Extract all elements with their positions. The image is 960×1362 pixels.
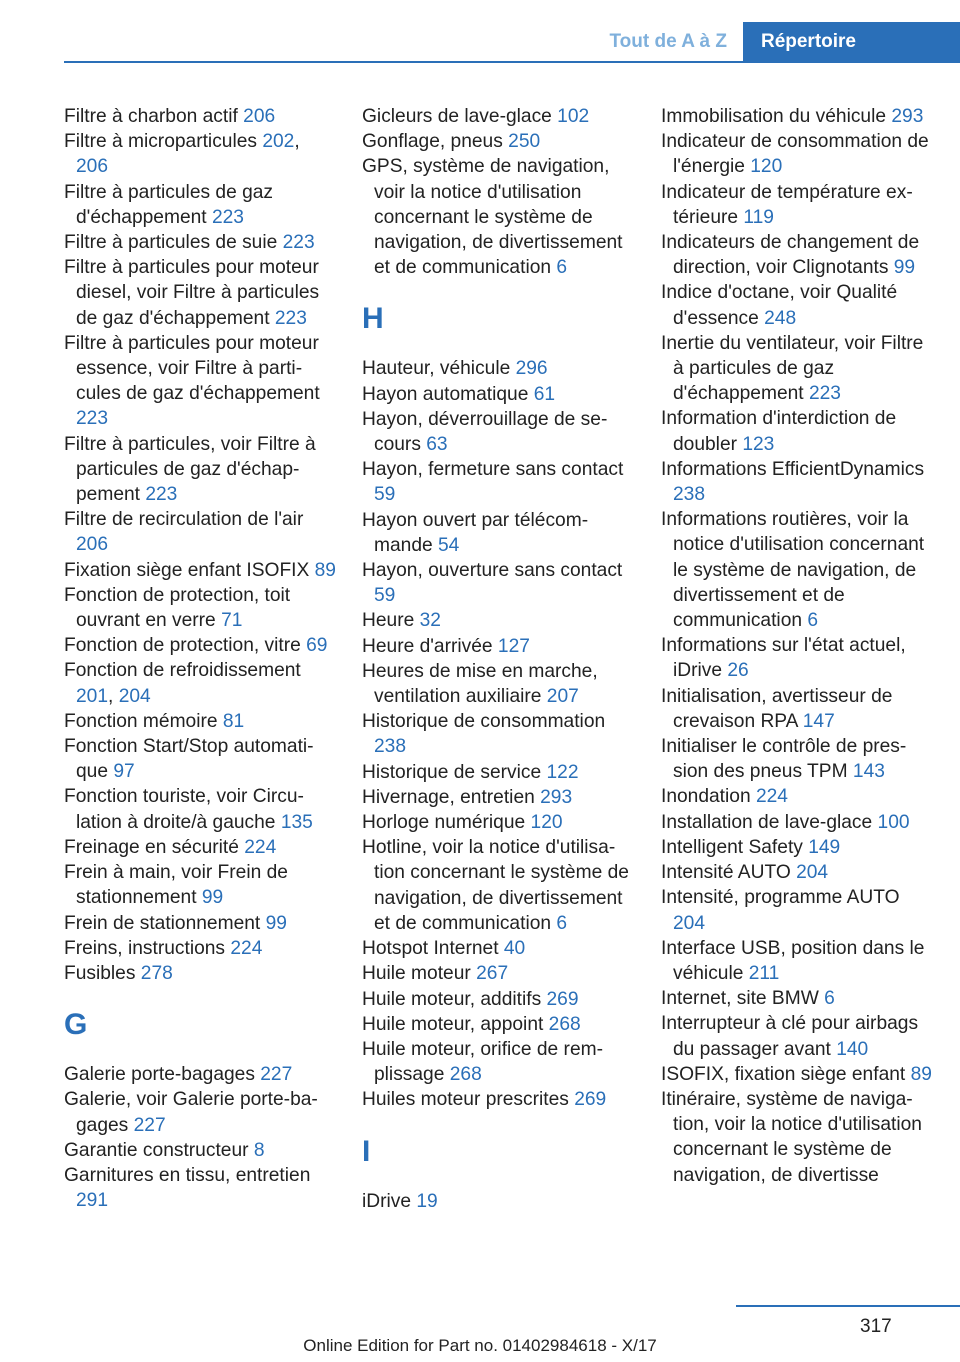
index-entry-text: Fonction de refroidissement — [64, 660, 301, 682]
page-reference-link[interactable]: 54 — [438, 534, 460, 556]
index-entry-text: Frein à main, voir Frein de stationnement — [64, 862, 288, 909]
index-entry — [661, 104, 933, 129]
index-entry-text: Horloge numérique — [362, 812, 531, 834]
section-tab: Tout de A à Z — [609, 31, 727, 52]
page-reference-link[interactable]: 204 — [118, 685, 151, 707]
page-reference-link[interactable]: 206 — [76, 156, 109, 178]
page-reference-link[interactable]: 100 — [877, 811, 910, 833]
index-entry — [362, 760, 634, 785]
index-entry — [64, 860, 336, 910]
index-entry — [661, 406, 933, 456]
index-entry — [64, 558, 336, 583]
index-entry-text: Galerie porte-bagages — [64, 1064, 261, 1086]
page-reference-link[interactable]: 201 — [76, 685, 109, 707]
page-reference-link[interactable]: 102 — [557, 106, 590, 127]
index-entry-text: Filtre à particules pour moteur essence, voir Filtre à particules de gaz d'échappement — [64, 332, 320, 405]
index-entry — [362, 382, 634, 407]
index-entry-text: Filtre à microparticules — [64, 131, 263, 153]
page-reference-link[interactable]: 278 — [140, 962, 173, 984]
index-entry — [362, 104, 634, 129]
page-reference-link[interactable]: 250 — [508, 131, 541, 153]
index-entry-text: Inondation — [661, 786, 756, 808]
page-reference-link[interactable]: 61 — [533, 383, 556, 405]
page-reference-link[interactable]: 6 — [556, 257, 568, 279]
header-rule — [64, 61, 960, 63]
index-entry-text: Intensité, programme AUTO — [661, 887, 900, 909]
page-reference-link[interactable]: 89 — [314, 559, 336, 581]
page-reference-link[interactable]: 268 — [548, 1013, 581, 1035]
index-column-2 — [362, 104, 634, 1214]
index-entry-text: Informations EfficientDynamics — [661, 458, 925, 480]
index-entry-text: Internet, site BMW — [661, 988, 825, 1010]
index-entry — [64, 1163, 336, 1213]
page-reference-link[interactable]: 6 — [807, 610, 819, 632]
page-reference-link[interactable]: 59 — [374, 484, 396, 506]
index-entry — [661, 331, 933, 407]
index-entry-text: iDrive — [362, 1190, 417, 1212]
index-entry — [362, 1037, 634, 1087]
index-entry-text: Freins, instructions — [64, 937, 231, 959]
index-entry — [362, 407, 634, 457]
index-entry — [661, 860, 933, 885]
page-reference-link[interactable]: 69 — [306, 635, 328, 657]
page-reference-link[interactable]: 81 — [222, 710, 245, 732]
page-reference-link[interactable]: 204 — [796, 862, 829, 884]
page-reference-link[interactable]: 63 — [426, 434, 448, 456]
index-entry — [64, 1062, 336, 1087]
page-reference-link[interactable]: 223 — [76, 408, 109, 430]
index-entry-text: Heure — [362, 610, 420, 632]
index-entry — [64, 255, 336, 331]
index-entry-text: Fonction Start/Stop automatique — [64, 736, 314, 783]
index-entry-text: Filtre à particules de gaz d'échappement — [64, 181, 274, 228]
index-entry-text: Indicateur de consommation de l'énergie — [661, 131, 929, 178]
index-entry — [661, 280, 933, 330]
index-entry — [362, 810, 634, 835]
index-entry-text: Garantie constructeur — [64, 1139, 254, 1161]
index-letter-heading: G — [64, 1008, 88, 1042]
index-entry — [64, 936, 336, 961]
index-entry-text: Indicateurs de changement de direction, voir Clignotants — [661, 232, 920, 279]
page-reference-link[interactable]: 227 — [133, 1114, 166, 1136]
page-reference-link[interactable]: 248 — [764, 307, 797, 329]
index-entry-text: Immobilisation du véhicule — [661, 106, 892, 127]
page-reference-link[interactable]: 147 — [802, 710, 835, 732]
index-entry — [362, 659, 634, 709]
page-reference-link[interactable]: 207 — [546, 686, 579, 708]
page-reference-link[interactable]: 8 — [253, 1139, 265, 1161]
index-entry — [362, 356, 634, 381]
index-entry — [362, 936, 634, 961]
footer-rule — [736, 1305, 960, 1307]
page-reference-link[interactable]: 99 — [201, 887, 224, 909]
page-reference-link[interactable]: 123 — [742, 433, 775, 455]
index-entry-text: Fonction touriste, voir Circulation à droite/à gauche — [64, 786, 304, 833]
index-entry-text: Filtre de recirculation de l'air — [64, 509, 304, 531]
index-entry-text: Information d'interdiction de doubler — [661, 408, 897, 455]
index-entry-text: Galerie, voir Galerie porte-bagages — [64, 1089, 318, 1136]
index-entry — [661, 507, 933, 633]
page-reference-link[interactable]: 291 — [76, 1190, 109, 1212]
index-entry: Filtre à microparticules 202, 206 — [64, 131, 300, 178]
index-entry-text: Hayon, déverrouillage de secours — [362, 408, 608, 456]
index-entry-text: Intelligent Safety — [661, 836, 809, 858]
page-reference-link[interactable]: 89 — [910, 1063, 932, 1085]
page-reference-link[interactable]: 135 — [280, 811, 313, 833]
page-reference-link[interactable]: 140 — [836, 1038, 869, 1060]
page-reference-link[interactable]: 224 — [244, 836, 277, 858]
index-entry — [661, 885, 933, 935]
index-entry — [64, 104, 336, 129]
index-entry-text: Fixation siège enfant ISOFIX — [64, 559, 315, 581]
index-entry — [362, 457, 634, 507]
index-entry — [64, 633, 336, 658]
index-entry — [661, 986, 933, 1011]
index-entry — [661, 1087, 933, 1188]
index-entry — [362, 709, 634, 759]
index-entry-text: Garnitures en tissu, entretien — [64, 1164, 311, 1186]
page-reference-link[interactable]: 223 — [211, 206, 244, 228]
index-entry — [661, 835, 933, 860]
page-reference-link[interactable]: 122 — [546, 761, 579, 783]
index-entry-text: Heures de mise en marche, ventilation auxiliaire — [362, 660, 598, 708]
index-entry — [661, 936, 933, 986]
index-entry-text: Hotspot Internet — [362, 938, 504, 960]
page-reference-link[interactable]: 224 — [230, 937, 263, 959]
index-entry — [661, 230, 933, 280]
page-reference-link[interactable]: 223 — [808, 383, 841, 405]
index-entry-text: Installation de lave-glace — [661, 811, 878, 833]
index-entry — [64, 734, 336, 784]
index-entry — [362, 634, 634, 659]
index-entry-text: Inertie du ventilateur, voir Filtre à particules de gaz d'échappement — [661, 332, 924, 405]
index-entry — [362, 608, 634, 633]
page-reference-link[interactable]: 99 — [265, 912, 287, 934]
page-reference-link[interactable]: 269 — [574, 1089, 607, 1111]
index-entry — [64, 961, 336, 986]
index-entry-text: Intensité AUTO — [661, 862, 797, 884]
page-reference-link[interactable]: 120 — [750, 156, 783, 178]
index-entry-text: Huile moteur, appoint — [362, 1013, 549, 1035]
index-entry-text: Interrupteur à clé pour airbags du passager avant — [661, 1013, 919, 1060]
index-entry-text: Historique de consommation — [362, 711, 606, 733]
index-entry — [362, 785, 634, 810]
edition-footer: Online Edition for Part no. 01402984618 - X/17 — [303, 1336, 657, 1355]
index-entry-text: Hayon ouvert par télécommande — [362, 509, 589, 556]
page-number: 317 — [860, 1316, 892, 1337]
page-reference-link[interactable]: 223 — [282, 232, 315, 254]
index-entry-text: Fonction mémoire — [64, 710, 223, 732]
page-reference-link[interactable]: 71 — [221, 610, 243, 632]
index-entry — [661, 180, 933, 230]
page-reference-link[interactable]: 97 — [113, 761, 135, 783]
index-entry — [64, 583, 336, 633]
page-reference-link[interactable]: 6 — [824, 988, 835, 1010]
index-letter-heading: I — [362, 1134, 371, 1168]
index-entry-text: Indicateur de température extérieure — [661, 181, 913, 228]
index-entry-text: Informations sur l'état actuel, iDrive — [661, 635, 906, 682]
index-entry — [661, 734, 933, 784]
page-reference-link[interactable]: 6 — [556, 912, 568, 934]
page-reference-link[interactable]: 238 — [374, 736, 407, 758]
index-entry-text: Initialiser le contrôle de pression des pneus TPM — [661, 736, 907, 783]
index-entry-text: Huile moteur, orifice de remplissage — [362, 1038, 603, 1086]
index-entry — [661, 129, 933, 179]
index-entry — [362, 987, 634, 1012]
page-reference-link[interactable]: 267 — [476, 963, 509, 985]
page-reference-link[interactable]: 59 — [374, 585, 396, 607]
page-reference-link[interactable]: 19 — [416, 1190, 438, 1212]
index-entry — [362, 1087, 634, 1112]
page-reference-link[interactable]: 120 — [530, 812, 563, 834]
page-reference-link[interactable]: 296 — [515, 358, 548, 380]
page-reference-link[interactable]: 143 — [852, 761, 885, 783]
index-entry — [64, 230, 336, 255]
index-entry-text: Informations routières, voir la notice d'utilisation concernant le système de navigation, de divertissement et de communication — [661, 509, 925, 632]
index-entry-text: Fonction de protection, vitre — [64, 635, 307, 657]
index-entry — [362, 1189, 634, 1214]
index-entry — [362, 835, 634, 936]
index-entry-text: Frein de stationnement — [64, 912, 266, 934]
index-entry-text: Huiles moteur prescrites — [362, 1089, 575, 1111]
index-entry — [64, 507, 336, 557]
page-reference-link[interactable]: 223 — [145, 484, 178, 506]
index-entry — [661, 1011, 933, 1061]
page-reference-link[interactable]: 206 — [243, 106, 276, 127]
index-entry-text: Gonflage, pneus — [362, 131, 509, 153]
page-reference-link[interactable]: 99 — [893, 257, 916, 279]
index-entry-text: Historique de service — [362, 761, 547, 783]
index-entry — [64, 1087, 336, 1137]
index-entry-text: Huile moteur, additifs — [362, 988, 547, 1010]
index-entry — [661, 457, 933, 507]
index-entry — [64, 180, 336, 230]
index-entry-text: Huile moteur — [362, 963, 477, 985]
page-reference-link[interactable]: 40 — [503, 938, 526, 960]
index-entry-text: ISOFIX, fixation siège enfant — [661, 1063, 911, 1085]
index-entry — [362, 508, 634, 558]
index-entry — [362, 961, 634, 986]
index-entry — [661, 684, 933, 734]
page-reference-link[interactable]: 26 — [727, 660, 749, 682]
page-reference-link[interactable]: 268 — [449, 1064, 482, 1086]
index-entry-text: Hayon, fermeture sans contact — [362, 459, 624, 481]
page-header — [587, 22, 960, 62]
chapter-tab: Répertoire — [743, 22, 960, 62]
page-reference-link[interactable]: 293 — [891, 106, 924, 127]
page-reference-link[interactable]: 32 — [419, 610, 441, 632]
index-entry-text: Hayon automatique — [362, 383, 534, 405]
index-entry-text: Heure d'arrivée — [362, 635, 498, 657]
index-entry-text: Gicleurs de lave-glace — [362, 106, 558, 127]
page-reference-link[interactable]: 224 — [755, 786, 788, 808]
page-reference-link[interactable]: 211 — [748, 962, 780, 984]
index-entry — [64, 784, 336, 834]
page-reference-link[interactable]: 238 — [673, 484, 706, 506]
index-entry-text: Hauteur, véhicule — [362, 358, 516, 380]
index-entry — [64, 911, 336, 936]
index-entry-text: Hayon, ouverture sans contact — [362, 560, 623, 582]
page-reference-link[interactable]: 149 — [808, 836, 841, 858]
index-letter-heading: H — [362, 302, 384, 336]
page-reference-link[interactable]: 223 — [274, 307, 307, 329]
index-entry-text: Itinéraire, système de navigation, voir la notice d'utilisation concernant le système de navigation, de divertisse — [661, 1088, 922, 1186]
page-reference-link[interactable]: 293 — [540, 786, 573, 808]
index-entry — [362, 1012, 634, 1037]
index-entry — [64, 709, 336, 734]
index-entry-text: Freinage en sécurité — [64, 836, 245, 858]
index-entry-text: Fonction de protection, toit ouvrant en verre — [64, 584, 291, 632]
page-reference-link[interactable]: 206 — [76, 534, 109, 556]
index-entry-text: Fusibles — [64, 962, 141, 984]
index-entry — [362, 129, 634, 154]
index-entry — [64, 432, 336, 508]
index-entry-text: Filtre à particules de suie — [64, 232, 283, 254]
index-entry — [64, 1138, 336, 1163]
index-entry — [362, 154, 634, 280]
index-entry — [64, 331, 336, 432]
index-entry-text: Indice d'octane, voir Qualité d'essence — [661, 282, 898, 329]
index-entry-text: Filtre à particules pour moteur diesel, voir Filtre à particules de gaz d'échappement — [64, 257, 320, 329]
index-entry: Fonction de refroidissement 201, 204 — [64, 660, 301, 707]
page-reference-link[interactable]: 269 — [546, 988, 579, 1010]
page-reference-link[interactable]: 202 — [262, 131, 295, 153]
index-entry-text: Filtre à charbon actif — [64, 106, 244, 127]
index-entry — [661, 1062, 933, 1087]
page-reference-link[interactable]: 227 — [260, 1064, 293, 1086]
index-entry-text: Initialisation, avertisseur de crevaison RPA — [661, 685, 893, 732]
index-entry-text: Hotline, voir la notice d'utilisation concernant le système de navigation, de divertissement et de communication — [362, 837, 629, 934]
index-entry — [661, 633, 933, 683]
index-column-1 — [64, 104, 336, 1213]
index-entry-text: Hivernage, entretien — [362, 786, 541, 808]
index-entry — [661, 810, 933, 835]
page-reference-link[interactable]: 119 — [743, 206, 774, 228]
index-entry-text: Filtre à particules, voir Filtre à particules de gaz d'échappement — [64, 433, 316, 506]
index-entry — [64, 835, 336, 860]
index-entry — [661, 784, 933, 809]
page-reference-link[interactable]: 127 — [497, 635, 530, 657]
page-reference-link[interactable]: 204 — [673, 912, 706, 934]
index-entry — [362, 558, 634, 608]
index-column-3 — [661, 104, 933, 1188]
index-entry-text: Interface USB, position dans le véhicule — [661, 937, 925, 984]
index-entry-text: GPS, système de navigation, voir la notice d'utilisation concernant le système de navigation, de divertissement et de communication — [362, 156, 623, 279]
